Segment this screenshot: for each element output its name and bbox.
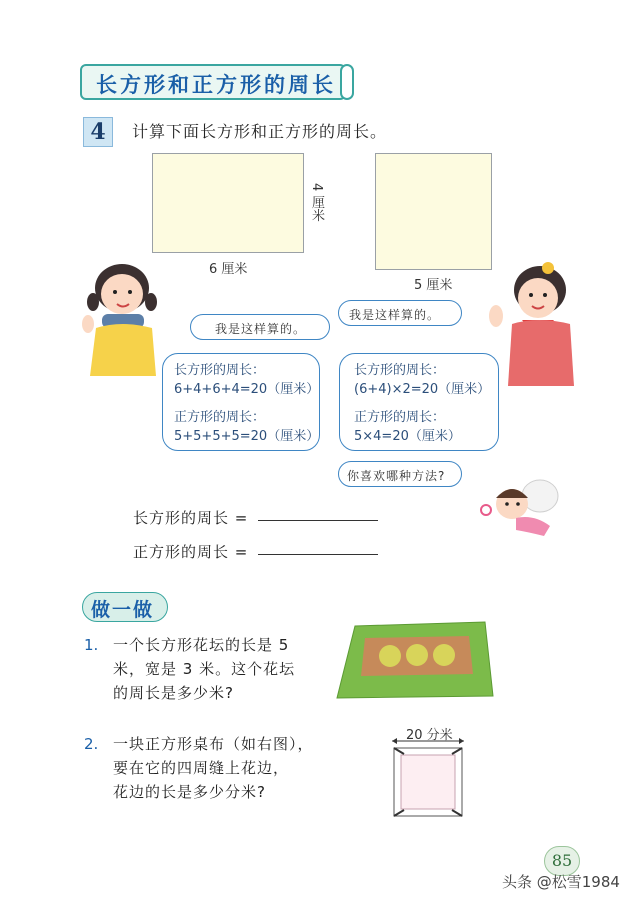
q2-line: 花边的长是多少分米? — [113, 783, 266, 801]
page-number: 85 — [544, 846, 580, 876]
q1-text — [113, 633, 295, 705]
left-rect-title: 长方形的周长： — [174, 363, 266, 378]
right-square-title: 正方形的周长： — [354, 410, 446, 425]
fairy-speech-bubble — [338, 461, 462, 487]
fairy-speech-text: 你喜欢哪种方法? — [347, 469, 446, 483]
q1-line: 一个长方形花坛的长是 5 — [113, 636, 290, 654]
fairy-illustration — [474, 474, 562, 542]
tablecloth-dim-label: 20 分米 — [406, 728, 453, 743]
left-square-calc: 5+5+5+5=20（厘米） — [174, 429, 320, 444]
left-square-title: 正方形的周长： — [174, 410, 266, 425]
example-number: 4 — [83, 117, 113, 147]
right-speech-bubble — [338, 300, 462, 326]
square-side-label: 5 厘米 — [414, 278, 453, 293]
practice-banner — [82, 592, 168, 622]
section-banner — [80, 64, 346, 100]
q2-number: 2. — [84, 735, 99, 753]
tablecloth-illustration — [390, 738, 466, 820]
section-title: 长方形和正方形的周长 — [96, 73, 336, 97]
example-prompt: 计算下面长方形和正方形的周长。 — [132, 122, 388, 141]
right-rect-title: 长方形的周长： — [354, 363, 446, 378]
watermark: 头条 @松雪1984 — [502, 873, 620, 891]
square-answer-line[interactable] — [258, 554, 378, 555]
q2-line: 一块正方形桌布（如右图）， — [113, 735, 314, 753]
flower-bed-illustration — [335, 618, 495, 702]
left-method-box — [162, 353, 320, 451]
q2-line: 要在它的四周缝上花边， — [113, 759, 290, 777]
square-figure — [375, 153, 492, 270]
rect-answer-label: 长方形的周长 = — [133, 509, 249, 527]
q2-text — [113, 732, 314, 804]
right-method-box — [339, 353, 499, 451]
left-rect-calc: 6+4+6+4=20（厘米） — [174, 382, 320, 397]
rect-length-label: 6 厘米 — [209, 262, 248, 277]
q1-line: 的周长是多少米? — [113, 684, 234, 702]
rect-answer-line[interactable] — [258, 520, 378, 521]
left-speech-bubble — [190, 314, 330, 340]
right-square-calc: 5×4=20（厘米） — [354, 429, 461, 444]
rect-width-label: 4 厘米 — [309, 183, 324, 222]
square-answer-label: 正方形的周长 = — [133, 543, 249, 561]
practice-title: 做一做 — [91, 599, 155, 621]
right-speech-text: 我是这样算的。 — [349, 308, 441, 322]
rectangle-figure — [152, 153, 304, 253]
scroll-decoration — [340, 64, 354, 100]
right-rect-calc: (6+4)×2=20（厘米） — [354, 382, 491, 397]
q1-line: 米，宽是 3 米。这个花坛 — [113, 660, 296, 678]
q1-number: 1. — [84, 636, 99, 654]
left-speech-text: 我是这样算的。 — [215, 322, 307, 336]
girl-left-illustration — [80, 258, 164, 376]
